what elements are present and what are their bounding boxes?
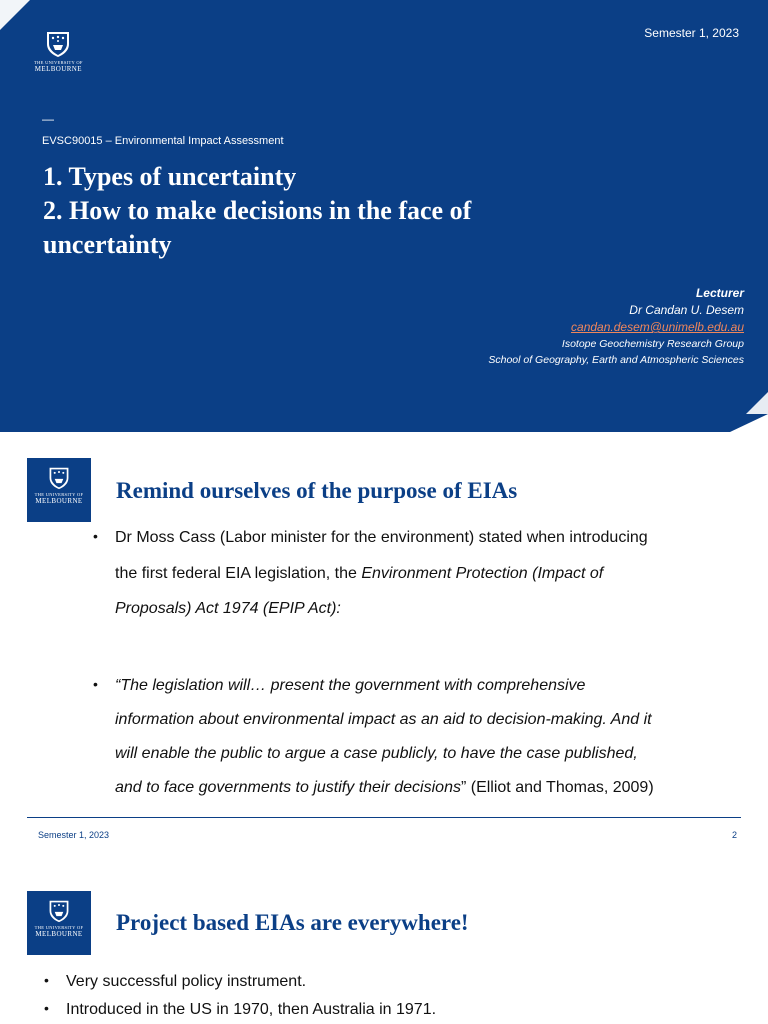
logo-line1: THE UNIVERSITY OF xyxy=(34,492,84,497)
bullet-text: Introduced in the US in 1970, then Australia in 1971. xyxy=(66,1001,437,1018)
slide-title-line: 2. How to make decisions in the face of xyxy=(43,196,472,225)
school-name: School of Geography, Earth and Atmospheric Sciences xyxy=(488,354,744,366)
bullet-text-span: the first federal EIA legislation, the xyxy=(115,565,362,582)
slide-title-line: 1. Types of uncertainty xyxy=(43,162,297,191)
bullet-marker: • xyxy=(44,1000,49,1016)
slide-heading: Remind ourselves of the purpose of EIAs xyxy=(116,478,518,503)
footer-rule xyxy=(27,817,741,818)
lecturer-role: Lecturer xyxy=(695,286,744,300)
act-title: Proposals) Act 1974 (EPIP Act): xyxy=(115,600,341,617)
quote-italic: and to face governments to justify their decisions xyxy=(115,779,461,796)
logo-line1: THE UNIVERSITY OF xyxy=(34,925,84,930)
page-number: 2 xyxy=(731,830,737,840)
citation: ” (Elliot and Thomas, 2009) xyxy=(460,779,654,796)
content-slide-3 xyxy=(0,876,768,1024)
bullet-text: Dr Moss Cass (Labor minister for the environment) stated when introducing xyxy=(115,529,648,546)
dash-divider: — xyxy=(42,112,54,126)
crest-icon xyxy=(47,466,71,490)
corner-decoration xyxy=(0,0,30,30)
university-logo xyxy=(27,899,91,938)
logo-line2: MELBOURNE xyxy=(35,497,83,505)
slide-heading: Project based EIAs are everywhere! xyxy=(116,910,469,935)
logo-line2: MELBOURNE xyxy=(35,930,83,938)
lecturer-name: Dr Candan U. Desem xyxy=(629,303,744,317)
logo-box xyxy=(27,458,91,522)
university-logo xyxy=(27,466,91,505)
corner-decoration xyxy=(746,392,768,414)
quote-text: “The legislation will… present the government with comprehensive xyxy=(115,677,586,694)
content-slide-2 xyxy=(0,432,768,856)
footer-semester: Semester 1, 2023 xyxy=(38,830,110,840)
title-slide xyxy=(0,0,768,432)
bullet-marker: • xyxy=(93,676,98,692)
logo-line2: MELBOURNE xyxy=(34,65,82,73)
logo-box xyxy=(27,891,91,955)
crest-icon xyxy=(47,899,71,923)
lecturer-email-link[interactable]: candan.desem@unimelb.edu.au xyxy=(571,320,744,334)
quote-text xyxy=(115,778,654,798)
bullet-text: Very successful policy instrument. xyxy=(66,973,307,990)
quote-text: information about environmental impact as an aid to decision-making. And it xyxy=(115,711,652,728)
research-group: Isotope Geochemistry Research Group xyxy=(561,338,744,350)
act-title: Environment Protection (Impact of xyxy=(361,565,604,582)
quote-text: will enable the public to argue a case publicly, to have the case published, xyxy=(115,745,638,762)
semester-label: Semester 1, 2023 xyxy=(644,26,739,40)
logo-line1: THE UNIVERSITY OF xyxy=(34,60,83,65)
bullet-text xyxy=(115,564,603,584)
course-code: EVSC90015 – Environmental Impact Assessment xyxy=(42,135,284,147)
bullet-marker: • xyxy=(44,972,49,988)
slide-title-line: uncertainty xyxy=(43,230,172,259)
corner-decoration xyxy=(730,414,768,432)
university-logo xyxy=(34,30,83,73)
crest-icon xyxy=(44,30,72,58)
bullet-marker: • xyxy=(93,528,98,544)
